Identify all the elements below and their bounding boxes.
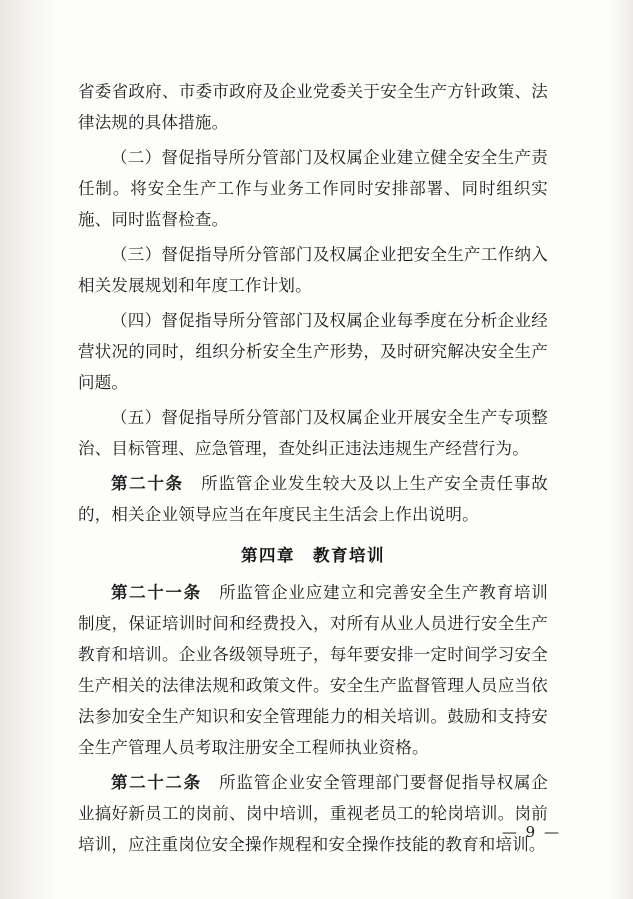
paragraph-article-20 (78, 468, 548, 530)
article-20-text: 所监管企业发生较大及以上生产安全责任事故的，相关企业领导应当在年度民主生活会上作出说明。 (78, 474, 548, 524)
article-21-text: 所监管企业应建立和完善安全生产教育培训制度，保证培训时间和经费投入，对所有从业人员进行安全生产教育和培训。企业各级领导班子，每年要安排一定时间学习安全生产相关的法律法规和政策文件。安全生产监督管理人员应当依法参加安全生产知识和安全管理能力的相关培训。鼓励和支持安全生产管理人员考取注册安全工程师执业资格。 (78, 583, 549, 757)
paragraph-article-21 (78, 577, 548, 763)
paragraph-article-22 (78, 767, 548, 860)
article-22-text: 所监管企业安全管理部门要督促指导权属企业搞好新员工的岗前、岗中培训，重视老员工的轮岗培训。岗前培训，应注重岗位安全操作规程和安全操作技能的教育和培训。 (78, 773, 549, 854)
article-22-label: 第二十二条 (111, 773, 202, 792)
chapter-number: 第四章 (241, 546, 295, 565)
paragraph-item-3: （三）督促指导所分管部门及权属企业把安全生产工作纳入相关发展规划和年度工作计划。 (78, 245, 548, 295)
page-number: — 9 — (501, 823, 561, 841)
paragraph-intro-continued: 省委省政府、市委市政府及企业党委关于安全生产方针政策、法律法规的具体措施。 (78, 82, 548, 132)
paragraph-item-2: （二）督促指导所分管部门及权属企业建立健全安全生产责任制。将安全生产工作与业务工作同时安排部署、同时组织实施、同时监督检查。 (78, 148, 548, 229)
paragraph-item-5: （五）督促指导所分管部门及权属企业开展安全生产专项整治、目标管理、应急管理，查处纠正违法违规生产经营行为。 (78, 408, 548, 458)
chapter-title: 教育培训 (313, 546, 385, 565)
paragraph-item-4: （四）督促指导所分管部门及权属企业每季度在分析企业经营状况的同时，组织分析安全生产形势，及时研究解决安全生产问题。 (78, 311, 548, 392)
page-content (78, 76, 548, 864)
article-21-label: 第二十一条 (111, 583, 202, 602)
chapter-heading (78, 540, 548, 571)
article-20-label: 第二十条 (111, 474, 184, 493)
